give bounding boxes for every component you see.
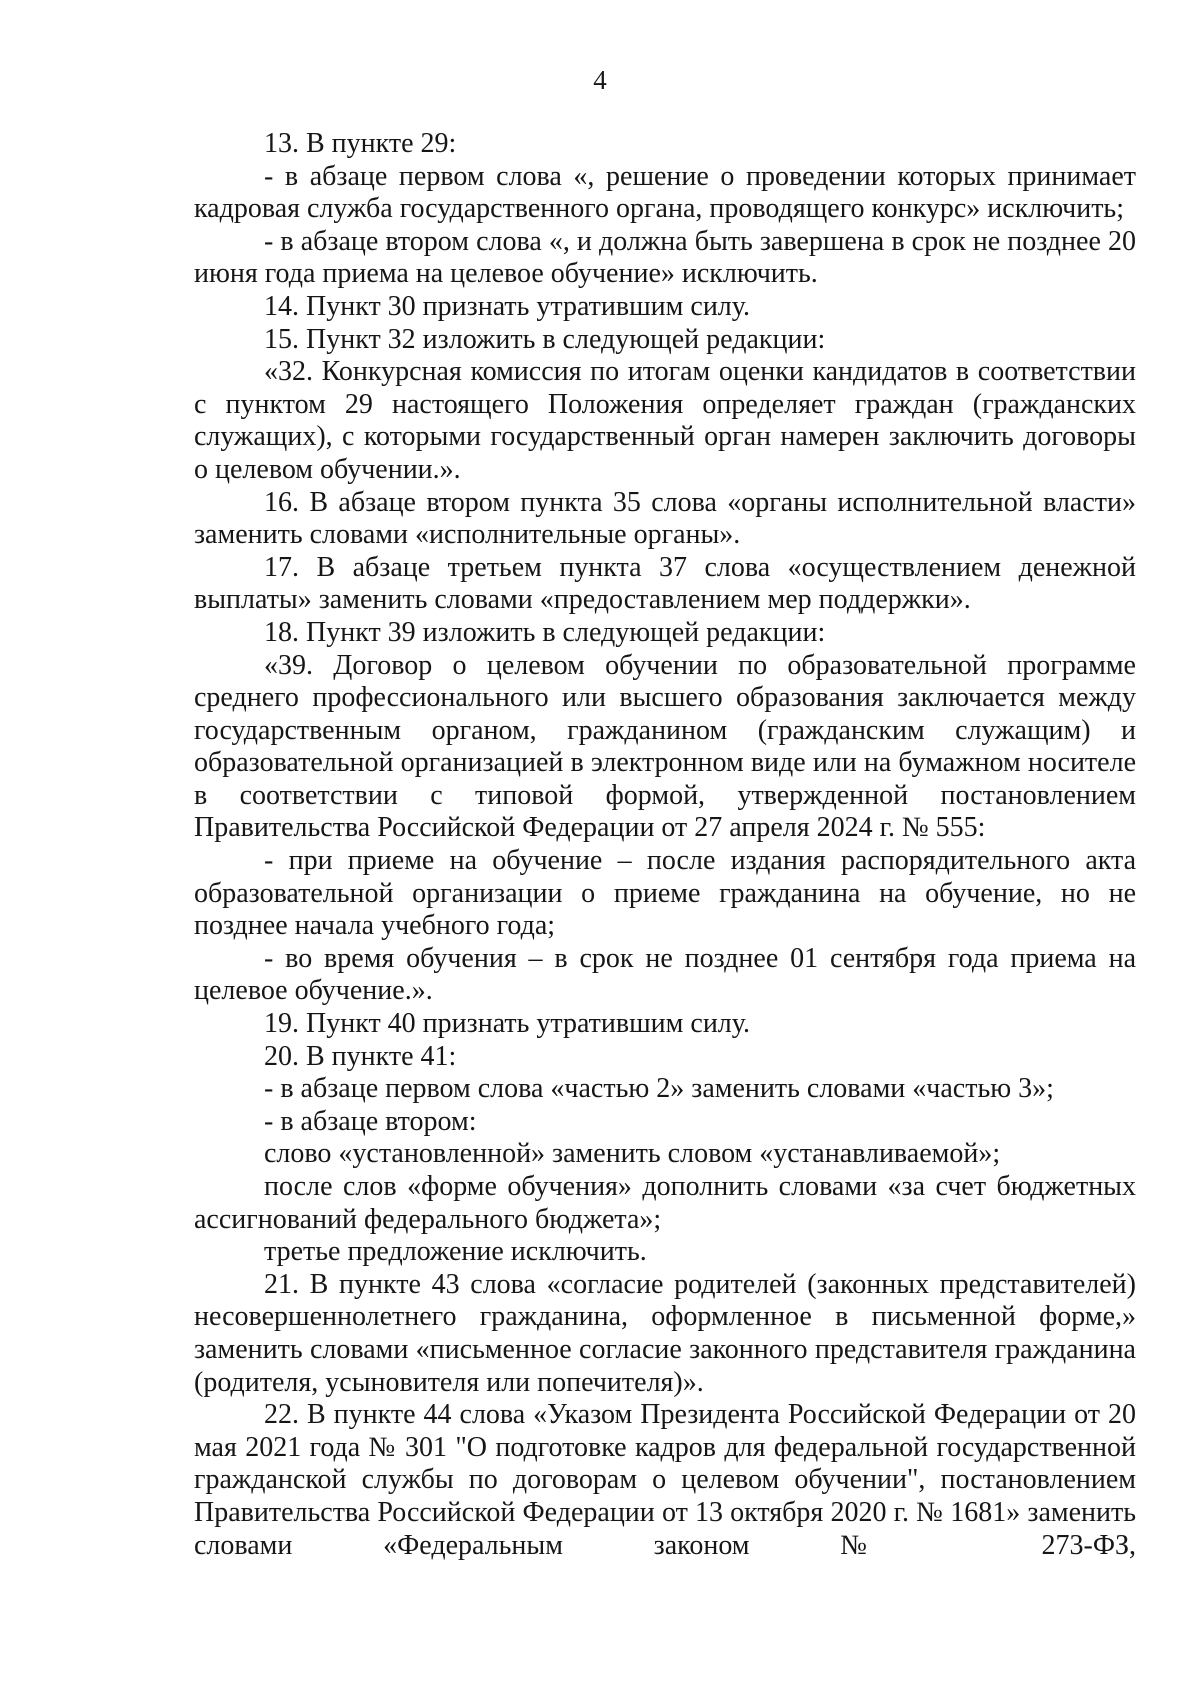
paragraph-15: 15. Пункт 32 изложить в следующей редакции: <box>264 323 826 355</box>
paragraph-13-item-1: - в абзаце первом слова «, решение о проведении которых принимает кадровая служба государственного органа, проводящего конкурс» исключить; <box>194 160 1136 225</box>
paragraph-18-quote: «39. Договор о целевом обучении по образовательной программе среднего профессионального или высшего образования заключается между государственным органом, гражданином (гражданским служащим) и образовательной организацией в электронном виде или на бумажном носителе в соответствии с типовой формой, утвержденной постановлением Правительства Российской Федерации от 27 апреля 2024 г. № 555: <box>194 649 1136 844</box>
paragraph-14: 14. Пункт 30 признать утратившим силу. <box>264 290 750 322</box>
paragraph-13-item-2: - в абзаце втором слова «, и должна быть завершена в срок не позднее 20 июня года приема на целевое обучение» исключить. <box>194 225 1136 290</box>
paragraph-22: 22. В пункте 44 слова «Указом Президента Российской Федерации от 20 мая 2021 года № 301 "О подготовке кадров для федеральной государственной гражданской службы по договорам о целевом обучении", постановлением Правительства Российской Федерации от 13 октября 2020 г. № 1681» заменить словами «Федеральным законом № 273-ФЗ, <box>194 1399 1136 1561</box>
paragraph-20-subitem-1: слово «установленной» заменить словом «устанавливаемой»; <box>264 1138 1001 1170</box>
paragraph-13: 13. В пункте 29: <box>264 128 457 159</box>
paragraph-18: 18. Пункт 39 изложить в следующей редакции: <box>264 616 826 648</box>
paragraph-18-item-2: - во время обучения – в срок не позднее 01 сентября года приема на целевое обучение.». <box>194 942 1136 1007</box>
paragraph-20: 20. В пункте 41: <box>264 1040 457 1072</box>
paragraph-15-quote: «32. Конкурсная комиссия по итогам оценки кандидатов в соответствии с пунктом 29 настоящего Положения определяет граждан (гражданских служащих), с которыми государственный орган намерен заключить договоры о целевом обучении.». <box>194 356 1136 485</box>
page-number: 4 <box>593 65 607 95</box>
document-body <box>194 128 1136 1562</box>
paragraph-18-item-1: - при приеме на обучение – после издания распорядительного акта образовательной организации о приеме гражданина на обучение, но не позднее начала учебного года; <box>194 845 1136 942</box>
paragraph-19: 19. Пункт 40 признать утратившим силу. <box>264 1008 750 1040</box>
paragraph-20-item-2: - в абзаце втором: <box>264 1105 477 1137</box>
paragraph-20-item-1: - в абзаце первом слова «частью 2» заменить словами «частью 3»; <box>264 1073 1054 1105</box>
paragraph-21: 21. В пункте 43 слова «согласие родителей (законных представителей) несовершеннолетнего гражданина, оформленное в письменной форме,» заменить словами «письменное согласие законного представителя гражданина (родителя, усыновителя или попечителя)». <box>194 1268 1136 1398</box>
paragraph-20-subitem-2: после слов «форме обучения» дополнить словами «за счет бюджетных ассигнований федерального бюджета»; <box>194 1171 1136 1235</box>
paragraph-17: 17. В абзаце третьем пункта 37 слова «осуществлением денежной выплаты» заменить словами «предоставлением мер поддержки». <box>194 551 1136 616</box>
paragraph-16: 16. В абзаце втором пункта 35 слова «органы исполнительной власти» заменить словами «исполнительные органы». <box>194 486 1136 551</box>
paragraph-20-subitem-3: третье предложение исключить. <box>264 1236 647 1268</box>
